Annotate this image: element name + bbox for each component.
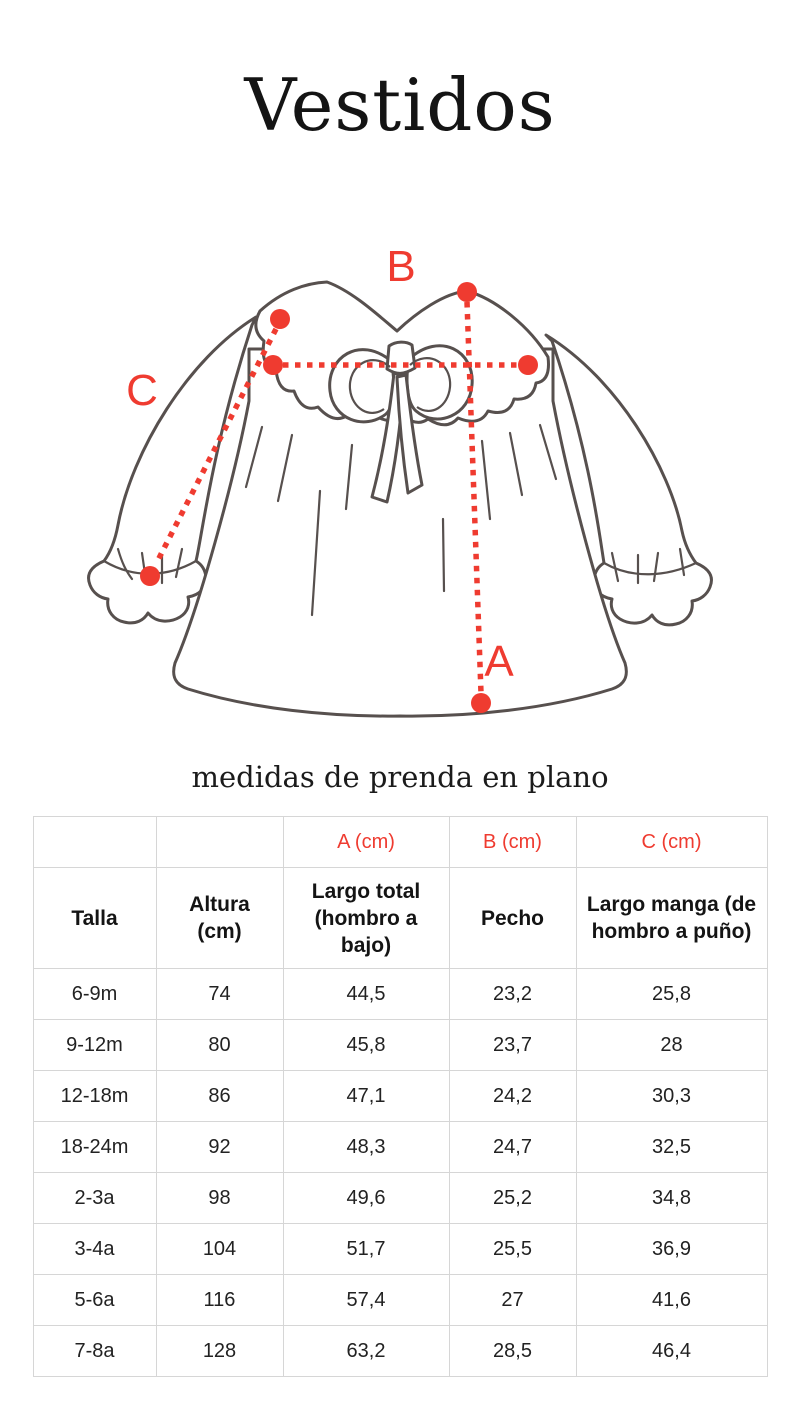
unit-header-empty-altura — [156, 817, 283, 868]
cell-largo-total: 47,1 — [283, 1071, 449, 1122]
cell-pecho: 23,7 — [449, 1020, 576, 1071]
cell-largo-manga: 46,4 — [576, 1326, 767, 1377]
cell-talla: 7-8a — [33, 1326, 156, 1377]
cell-altura: 128 — [156, 1326, 283, 1377]
table-row — [33, 1326, 767, 1377]
page-title: Vestidos — [244, 63, 556, 147]
cell-largo-total: 51,7 — [283, 1224, 449, 1275]
cell-largo-manga: 28 — [576, 1020, 767, 1071]
cell-pecho: 25,5 — [449, 1224, 576, 1275]
unit-header-a: A (cm) — [283, 817, 449, 868]
cell-pecho: 24,7 — [449, 1122, 576, 1173]
table-column-header-row — [33, 868, 767, 969]
table-row — [33, 1224, 767, 1275]
cell-largo-manga: 30,3 — [576, 1071, 767, 1122]
cell-altura: 80 — [156, 1020, 283, 1071]
cell-talla: 2-3a — [33, 1173, 156, 1224]
cell-altura: 86 — [156, 1071, 283, 1122]
measurement-label-a: A — [484, 636, 514, 686]
cell-largo-manga: 32,5 — [576, 1122, 767, 1173]
table-row — [33, 1122, 767, 1173]
measurement-label-b: B — [386, 241, 416, 291]
cell-altura: 92 — [156, 1122, 283, 1173]
cell-altura: 116 — [156, 1275, 283, 1326]
cell-pecho: 25,2 — [449, 1173, 576, 1224]
table-row — [33, 1071, 767, 1122]
cell-largo-total: 44,5 — [283, 969, 449, 1020]
diagram-caption: medidas de prenda en plano — [191, 759, 609, 794]
cell-talla: 5-6a — [33, 1275, 156, 1326]
cell-talla: 6-9m — [33, 969, 156, 1020]
column-header-altura: Altura (cm) — [156, 868, 283, 969]
bow-knot — [387, 342, 415, 373]
unit-header-empty-talla — [33, 817, 156, 868]
table-row — [33, 1173, 767, 1224]
cell-altura: 104 — [156, 1224, 283, 1275]
cell-pecho: 23,2 — [449, 969, 576, 1020]
table-row — [33, 1020, 767, 1071]
cell-largo-manga: 41,6 — [576, 1275, 767, 1326]
unit-header-c: C (cm) — [576, 817, 767, 868]
table-row — [33, 969, 767, 1020]
cell-pecho: 24,2 — [449, 1071, 576, 1122]
cell-largo-total: 63,2 — [283, 1326, 449, 1377]
column-header-talla: Talla — [33, 868, 156, 969]
table-unit-header-row — [33, 817, 767, 868]
cell-altura: 74 — [156, 969, 283, 1020]
cell-pecho: 28,5 — [449, 1326, 576, 1377]
cell-talla: 18-24m — [33, 1122, 156, 1173]
column-header-pecho: Pecho — [449, 868, 576, 969]
cell-talla: 3-4a — [33, 1224, 156, 1275]
cell-largo-total: 49,6 — [283, 1173, 449, 1224]
cell-largo-total: 45,8 — [283, 1020, 449, 1071]
dress-measurement-diagram — [0, 219, 800, 739]
cell-altura: 98 — [156, 1173, 283, 1224]
cell-largo-total: 48,3 — [283, 1122, 449, 1173]
column-header-largo-manga: Largo manga (de hombro a puño) — [576, 868, 767, 969]
cell-largo-total: 57,4 — [283, 1275, 449, 1326]
cell-pecho: 27 — [449, 1275, 576, 1326]
cell-largo-manga: 25,8 — [576, 969, 767, 1020]
size-chart-table — [33, 816, 768, 1377]
table-row — [33, 1275, 767, 1326]
measurement-label-c: C — [126, 365, 158, 415]
column-header-largo-total: Largo total (hombro a bajo) — [283, 868, 449, 969]
unit-header-b: B (cm) — [449, 817, 576, 868]
cell-largo-manga: 34,8 — [576, 1173, 767, 1224]
cell-talla: 9-12m — [33, 1020, 156, 1071]
cell-talla: 12-18m — [33, 1071, 156, 1122]
cell-largo-manga: 36,9 — [576, 1224, 767, 1275]
